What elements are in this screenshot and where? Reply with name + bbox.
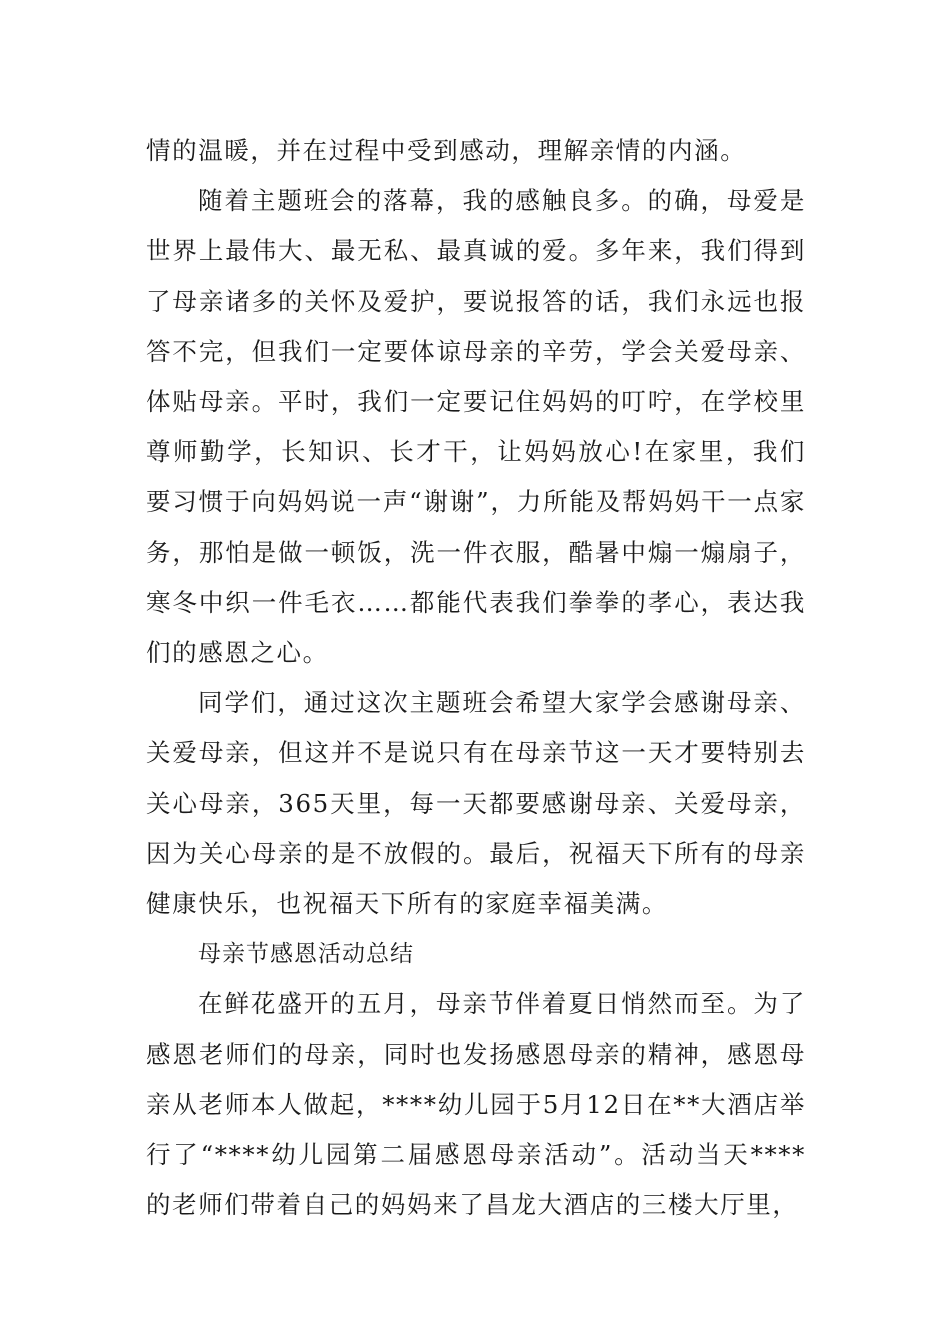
paragraph-continuation: 情的温暖，并在过程中受到感动，理解亲情的内涵。	[146, 136, 747, 165]
paragraph-closing: 同学们，通过这次主题班会希望大家学会感谢母亲、关爱母亲，但这并不是说只有在母亲节这一天才要特别去关心母亲，365天里，每一天都要感谢母亲、关爱母亲，因为关心母亲的是不放假的。最后，祝福天下所有的母亲健康快乐，也祝福天下所有的家庭幸福美满。	[146, 688, 806, 919]
section-heading: 母亲节感恩活动总结	[198, 941, 414, 968]
document-page	[146, 126, 806, 1230]
paragraph-activity-summary: 在鲜花盛开的五月，母亲节伴着夏日悄然而至。为了感恩老师们的母亲，同时也发扬感恩母亲的精神，感恩母亲从老师本人做起，****幼儿园于5月12日在**大酒店举行了“****幼儿园第二届感恩母亲活动”。活动当天****的老师们带着自己的妈妈来了昌龙大酒店的三楼大厅里，	[146, 989, 806, 1220]
paragraph-reflection: 随着主题班会的落幕，我的感触良多。的确，母爱是世界上最伟大、最无私、最真诚的爱。多年来，我们得到了母亲诸多的关怀及爱护，要说报答的话，我们永远也报答不完，但我们一定要体谅母亲的辛劳，学会关爱母亲、体贴母亲。平时，我们一定要记住妈妈的叮咛，在学校里尊师勤学，长知识、长才干，让妈妈放心!在家里，我们要习惯于向妈妈说一声“谢谢”，力所能及帮妈妈干一点家务，那怕是做一顿饭，洗一件衣服，酷暑中煽一煽扇子，寒冬中织一件毛衣……都能代表我们拳拳的孝心，表达我们的感恩之心。	[146, 186, 806, 668]
